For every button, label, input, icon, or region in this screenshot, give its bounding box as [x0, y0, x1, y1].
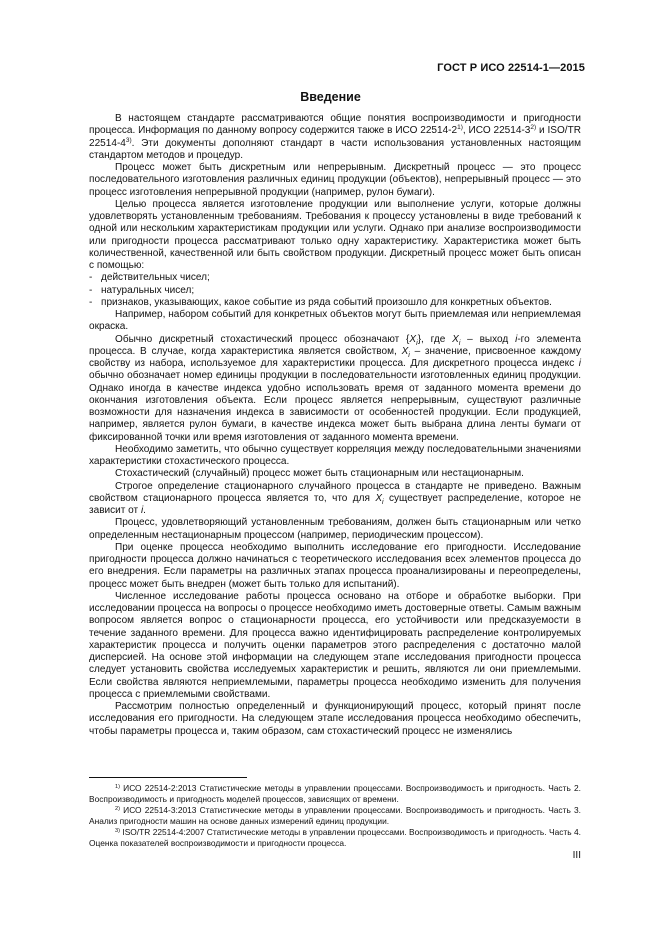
list-item: - действительных чисел;: [89, 272, 210, 284]
paragraph: Необходимо заметить, что обычно существует корреляция между последовательными значениями характеристики стохастического процесса.: [89, 443, 581, 467]
page-number: III: [572, 850, 581, 861]
footnote: $^{3)}$ ISO/TR 22514-4:2007 Статистические методы в управлении процессами. Воспроизводимость и пригодность. Часть 4. Оценка показателей воспроизводимости и пригодности процесса.: [89, 826, 581, 848]
paragraph: Например, набором событий для конкретных объектов могут быть приемлемая или неприемлемая окраска.: [89, 309, 581, 333]
paragraph: Целью процесса является изготовление продукции или выполнение услуги, которые должны удовлетворять установленным требованиям. Требования к процессу установлены в виде требований к одной или нескольким характеристикам продукции или услуги. Однако при анализе воспроизводимости или пригодности процесса рассматривают только одну характеристику. Характеристика может быть количественной, качественной или быть свойством продукции. Дискретный процесс может быть описан с помощью:: [89, 198, 581, 271]
paragraph: Процесс может быть дискретным или непрерывным. Дискретный процесс — это процесс последовательного изготовления различных единиц продукции (объектов), непрерывный процесс — это процесс изготовления непрерывной продукции (например, рулон бумаги).: [89, 162, 581, 198]
footnote-ref: 1): [457, 124, 463, 132]
paragraph: Обычно дискретный стохастический процесс обозначают $\{X_i\}$, где $X_i$ – выход i-го элемента процесса. В случае, когда характеристика является свойством, $X_i$ – значение, присвоенное каждому свойству из набора, используемое для характеристики процесса. Для дискретного процесса индекс i обычно обозначает номер единицы продукции в последовательности изготовленных единиц продукции. Однако иногда в качестве индекса удобно использовать время от заданного момента времени до окончания изготовления объекта. Если процесс является непрерывным, существуют различные возможности для назначения индекса в зависимости от особенностей продукции. Если продукцией, например, является рулон бумаги, в качестве индекса может быть выбрана длина ленты бумаги от фиксированной точки или время изготовления от заданного момента времени.: [89, 333, 582, 443]
footnote: $^{1)}$ ИСО 22514-2:2013 Статистические методы в управлении процессами. Воспроизводимость и пригодность. Часть 2. Воспроизводимость и пригодность моделей процессов, зависящих от времени.: [89, 783, 581, 804]
main-text: [89, 113, 581, 738]
section-title: Введение: [300, 90, 361, 104]
paragraph: Стохастический (случайный) процесс может быть стационарным или нестационарным.: [115, 468, 524, 480]
footnote: $^{2)}$ ИСО 22514-3:2013 Статистические методы в управлении процессами. Воспроизводимость и пригодность. Часть 3. Анализ пригодности машин на основе данных измерений единиц продукции.: [89, 804, 581, 826]
footnote-ref: 2): [530, 124, 537, 132]
list-item: - признаков, указывающих, какое событие из ряда событий произошло для конкретных объектов.: [89, 296, 552, 308]
paragraph: При оценке процесса необходимо выполнить исследование его пригодности. Исследование пригодности процесса должно начинаться с теоретического исследования всех элементов процесса до его внедрения. Если параметры на различных этапах процесса проанализированы и переопределены, процесс может быть внедрен (может быть только для испытаний).: [89, 541, 581, 590]
paragraph: Процесс, удовлетворяющий установленным требованиям, должен быть стационарным или четко определенным нестационарным процессом (например, периодическим процессом).: [89, 517, 581, 541]
paragraph: Строгое определение стационарного случайного процесса в стандарте не приведено. Важным свойством стационарного процесса является то, что для $X_i$ существует распределение, которое не зависит от i.: [89, 480, 582, 516]
paragraph: Рассмотрим полностью определенный и функционирующий процесс, который принят после исследования его пригодности. На следующем этапе исследования процесса необходимо обеспечить, чтобы параметры процесса и, таким образом, сам стохастический процесс не изменялись: [89, 701, 581, 737]
list-item: - натуральных чисел;: [89, 284, 195, 296]
document-code: ГОСТ Р ИСО 22514-1—2015: [437, 62, 585, 74]
paragraph: Численное исследование работы процесса основано на отборе и обработке выборки. При исследовании процесса на вопросы о процессе необходимо иметь достоверные ответы. Самым важным вопросом является вопрос о стационарности процесса, его устойчивости или предсказуемости в течение заданного времени. Для процесса важно идентифицировать распределение контролируемых характеристик процесса и получить оценки параметров этого распределения с достаточно малой дисперсией. На основе этой информации на следующем этапе исследования пригодности процесса следует установить свойства исследуемых характеристик и решить, являются ли они приемлемыми. Если свойства являются неприемлемыми, параметры процесса необходимо изменить для получения процесса с приемлемыми свойствами.: [89, 590, 581, 700]
footnote-separator: [89, 777, 247, 778]
footnote-ref: 3): [125, 136, 132, 144]
footnotes: [89, 783, 581, 848]
paragraph: В настоящем стандарте рассматриваются общие понятия воспроизводимости и пригодности процесса. Информация по данному вопросу содержится также в ИСО 22514-2$^{1)}$, ИСО 22514-3$^{2)}$ и ISO/TR 22514-4$^{3)}$. Эти документы дополняют стандарт в части использования установленных настоящим стандартом методов и процедур.: [89, 113, 581, 161]
